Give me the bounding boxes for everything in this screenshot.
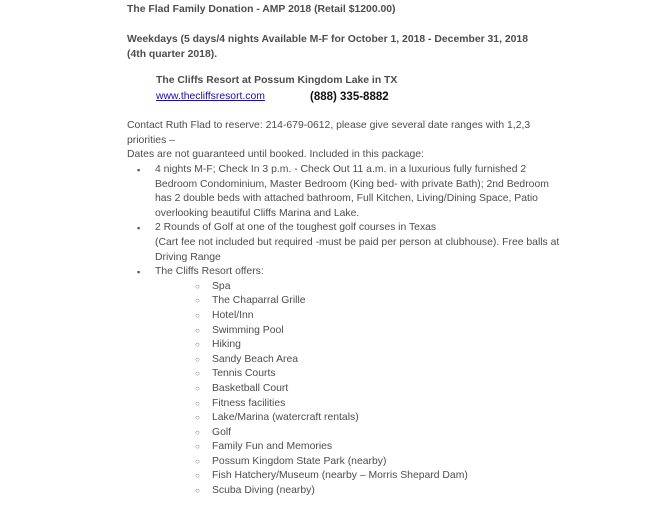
offer-item-state-park: ○ Possum Kingdom State Park (nearby) [155, 455, 567, 470]
package-item-condo: ▪ 4 nights M-F; Check In 3 p.m. - Check Out 11 a.m. in a luxurious fully furnished 2 Bedroom Condominium, Master Bedroom (King bed- with private Bath); 2nd Bedroom has 2 double beds with attached bathroom, Full Kitchen, Living/Dining Space, Patio overlooking beautiful Cliffs Marina and Lake. [127, 163, 567, 221]
offers-list [155, 280, 567, 499]
offer-item-marina: ○ Lake/Marina (watercraft rentals) [155, 411, 567, 426]
resort-website-link[interactable]: www.thecliffsresort.com [156, 90, 265, 102]
offer-item-family: ○ Family Fun and Memories [155, 440, 567, 455]
offer-item-beach: ○ Sandy Beach Area [155, 353, 567, 368]
offer-item-hiking: ○ Hiking [155, 338, 567, 353]
offers-heading: The Cliffs Resort offers: [155, 266, 264, 278]
offer-item-golf: ○ Golf [155, 426, 567, 441]
offer-item-spa: ○ Spa [155, 280, 567, 295]
resort-name: The Cliffs Resort at Possum Kingdom Lake in TX [156, 75, 398, 86]
golf-note: (Cart fee not included but required -must be paid per person at clubhouse). Free balls at Driving Range [155, 236, 560, 263]
offer-item-tennis: ○ Tennis Courts [155, 367, 567, 382]
resort-block [156, 74, 556, 105]
offer-item-scuba: ○ Scuba Diving (nearby) [155, 484, 567, 499]
package-item-golf [127, 221, 567, 265]
golf-rounds-text: 2 Rounds of Golf at one of the toughest golf courses in Texas [155, 222, 437, 234]
offer-item-basketball: ○ Basketball Court [155, 382, 567, 397]
resort-phone: (888) 335-8882 [310, 90, 389, 103]
availability-note: Weekdays (5 days/4 nights Available M-F for October 1, 2018 - December 31, 2018 (4th quarter 2018). [127, 34, 528, 60]
dates-note: Dates are not guaranteed until booked. Included in this package: [127, 149, 424, 160]
package-item-offers [127, 265, 567, 499]
offer-item-grille: ○ The Chaparral Grille [155, 294, 567, 309]
offer-item-pool: ○ Swimming Pool [155, 324, 567, 339]
package-list [127, 163, 567, 499]
resort-contact-line [156, 90, 556, 105]
offer-item-fish-hatchery: ○ Fish Hatchery/Museum (nearby – Morris Shepard Dam) [155, 469, 567, 484]
contact-paragraph: Contact Ruth Flad to reserve: 214-679-0612, please give several date ranges with 1,2,3 priorities – [127, 120, 531, 146]
offer-item-hotel: ○ Hotel/Inn [155, 309, 567, 324]
document-title: The Flad Family Donation - AMP 2018 (Retail $1200.00) [127, 4, 396, 15]
offer-item-fitness: ○ Fitness facilities [155, 397, 567, 412]
